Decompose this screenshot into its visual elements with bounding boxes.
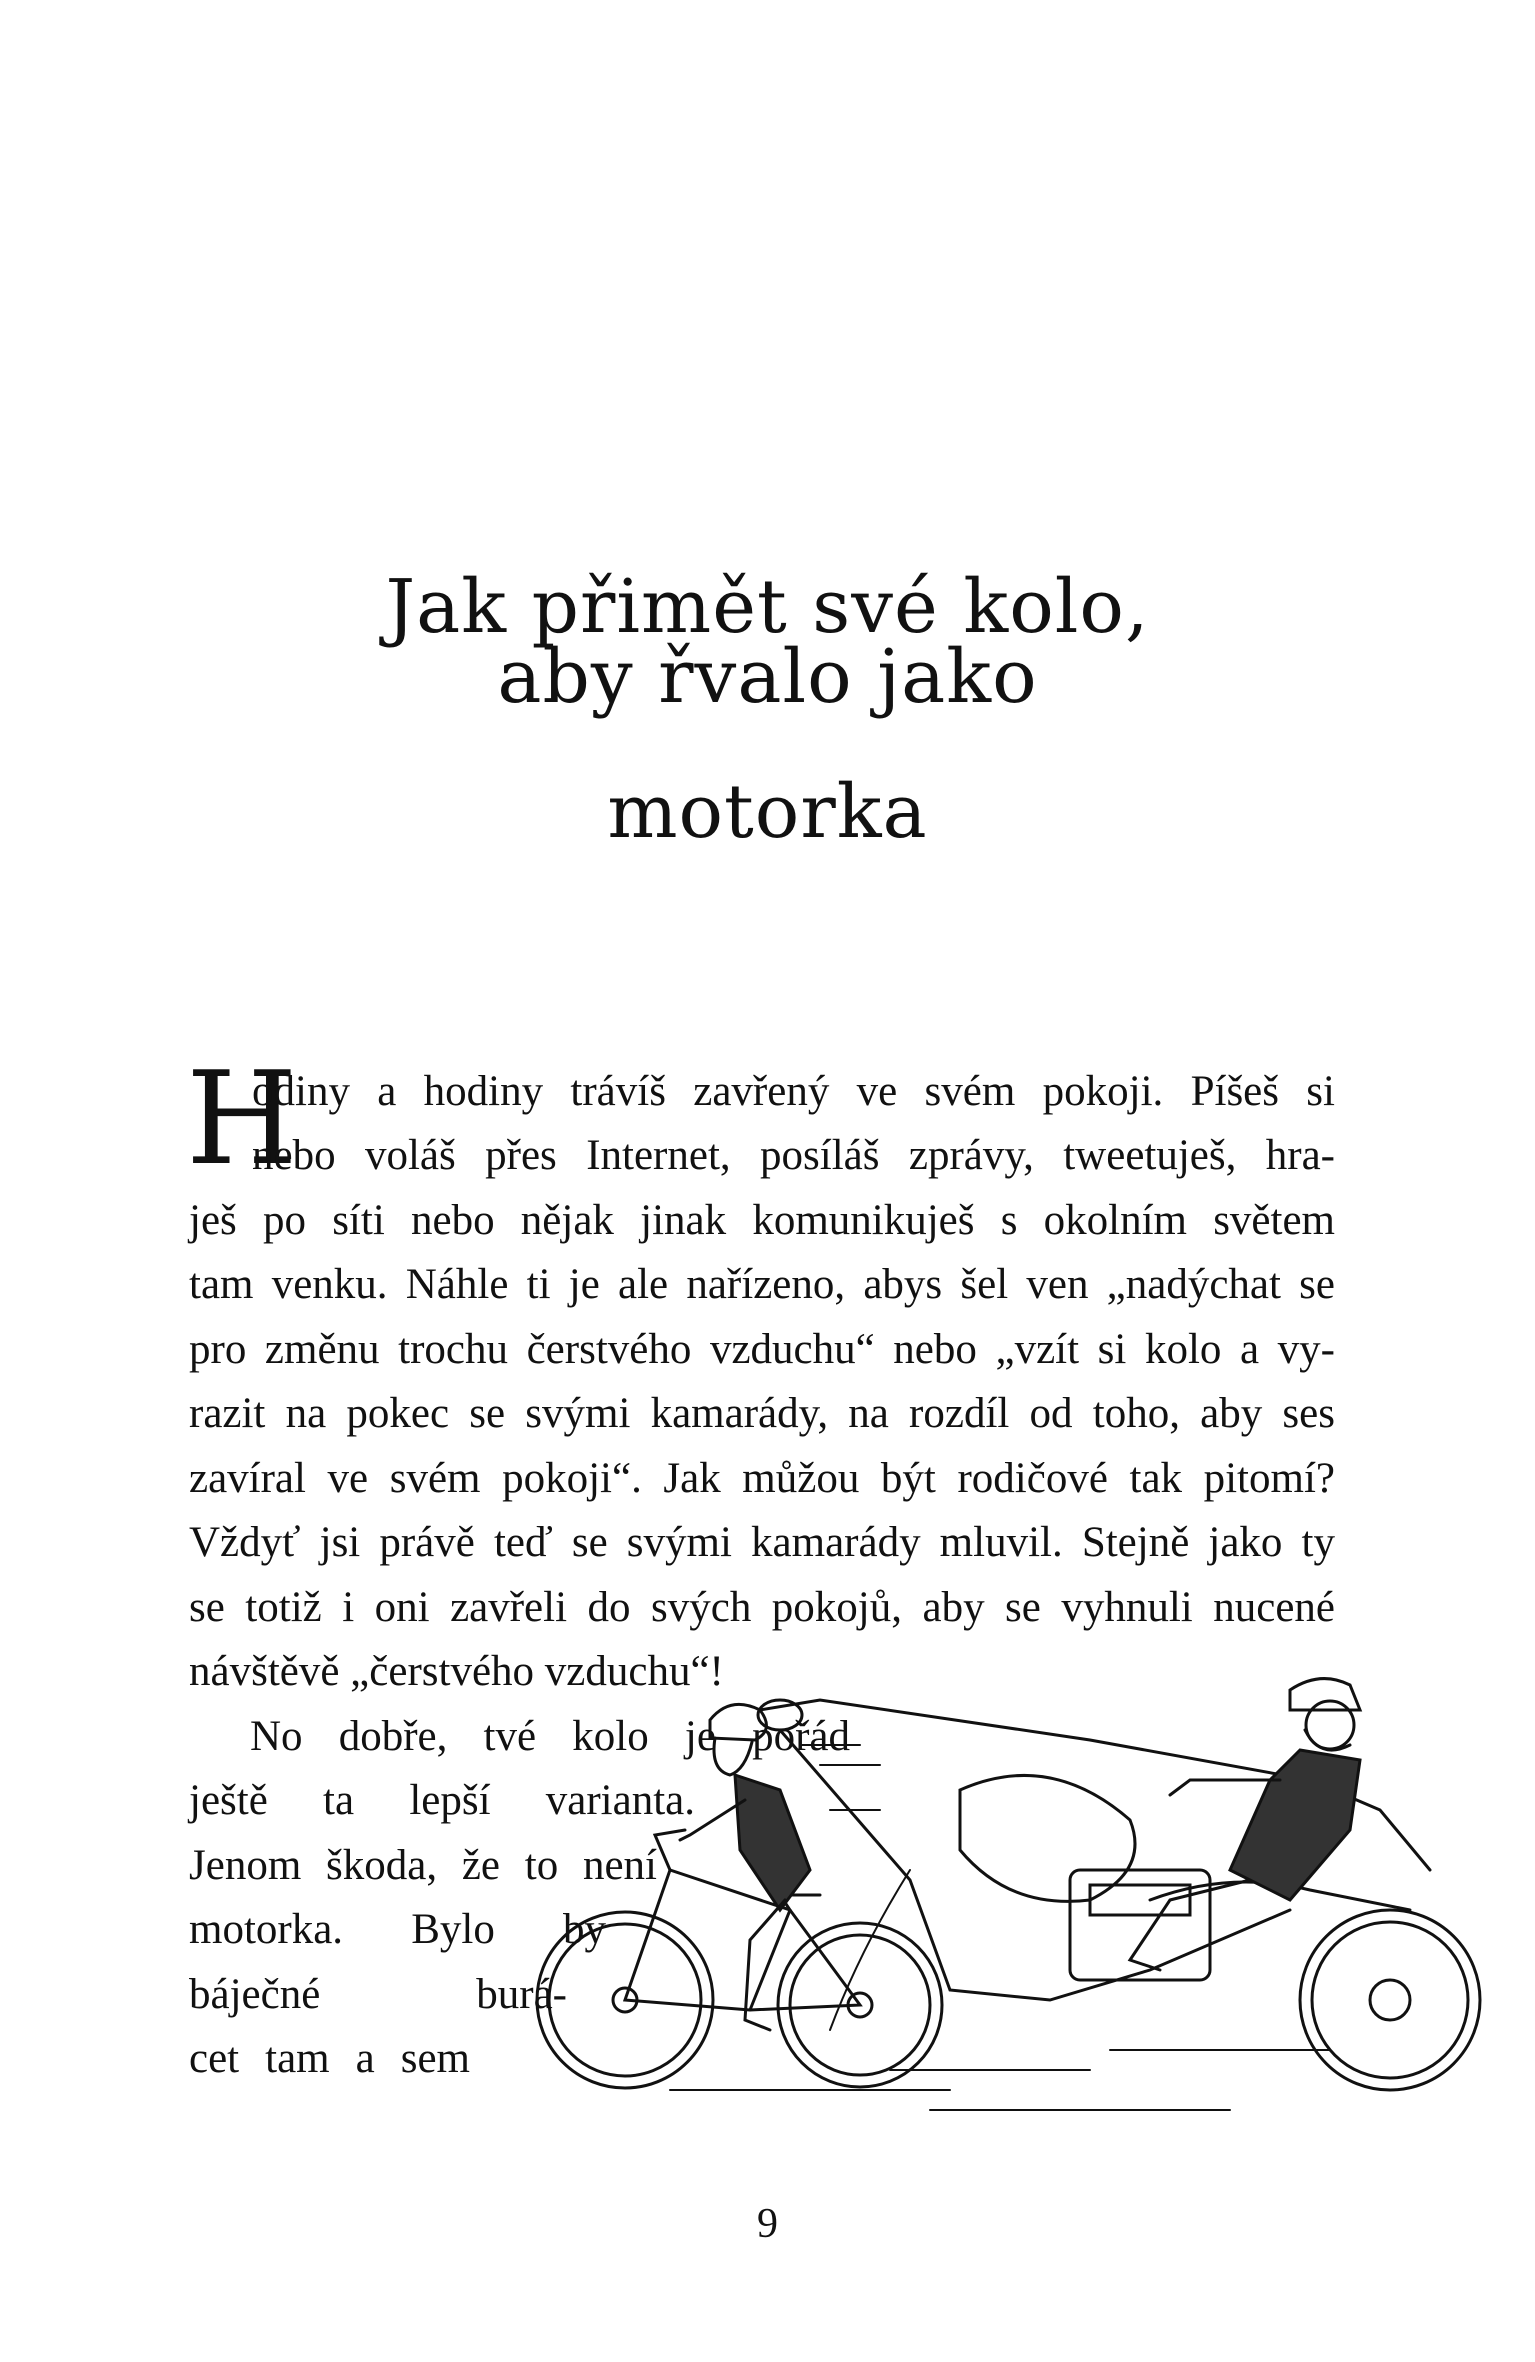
text-line: ješ po síti nebo nějak jinak komunikuješ s okolním světem [189,1197,1335,1244]
text-line: No dobře, tvé kolo je pořád [250,1713,850,1760]
text-line: nebo voláš přes Internet, posíláš zprávy, tweetuješ, hra- [252,1132,1335,1179]
text-line: motorka. Bylo by [189,1906,606,1953]
text-line: razit na pokec se svými kamarády, na rozdíl od toho, aby ses [189,1390,1335,1437]
text-line: ještě ta lepší varianta. [189,1777,695,1824]
bike-and-motorcycle-illustration [530,1670,1510,2130]
text-line: tam venku. Náhle ti je ale nařízeno, abys šel ven „nadýchat se [189,1261,1335,1308]
text-line: báječné burá- [189,1971,567,2018]
motorcycle [758,1700,1480,2090]
text-line: zavíral ve svém pokoji“. Jak můžou být rodičové tak pitomí? [189,1455,1335,1502]
text-line: pro změnu trochu čerstvého vzduchu“ nebo „vzít si kolo a vy- [189,1326,1335,1373]
chapter-title-line-3: motorka [607,769,928,855]
text-line: návštěvě „čerstvého vzduchu“! [189,1648,724,1695]
text-line: se totiž i oni zavřeli do svých pokojů, aby se vyhnuli nucené [189,1584,1335,1631]
drop-cap: H [186,1045,298,1194]
chapter-title-line-2: aby řvalo jako [497,634,1038,720]
chapter-title-line-1: Jak přimět své kolo, [385,563,1150,650]
text-line: odiny a hodiny trávíš zavřený ve svém pokoji. Píšeš si [252,1068,1335,1115]
biker [1130,1679,1360,1970]
text-line: Jenom škoda, že to není [189,1842,657,1889]
text-line: Vždyť jsi právě teď se svými kamarády mluvil. Stejně jako ty [189,1519,1335,1566]
text-line: cet tam a sem [189,2035,470,2082]
page-number: 9 [757,2201,778,2247]
bicycle [537,1830,942,2088]
